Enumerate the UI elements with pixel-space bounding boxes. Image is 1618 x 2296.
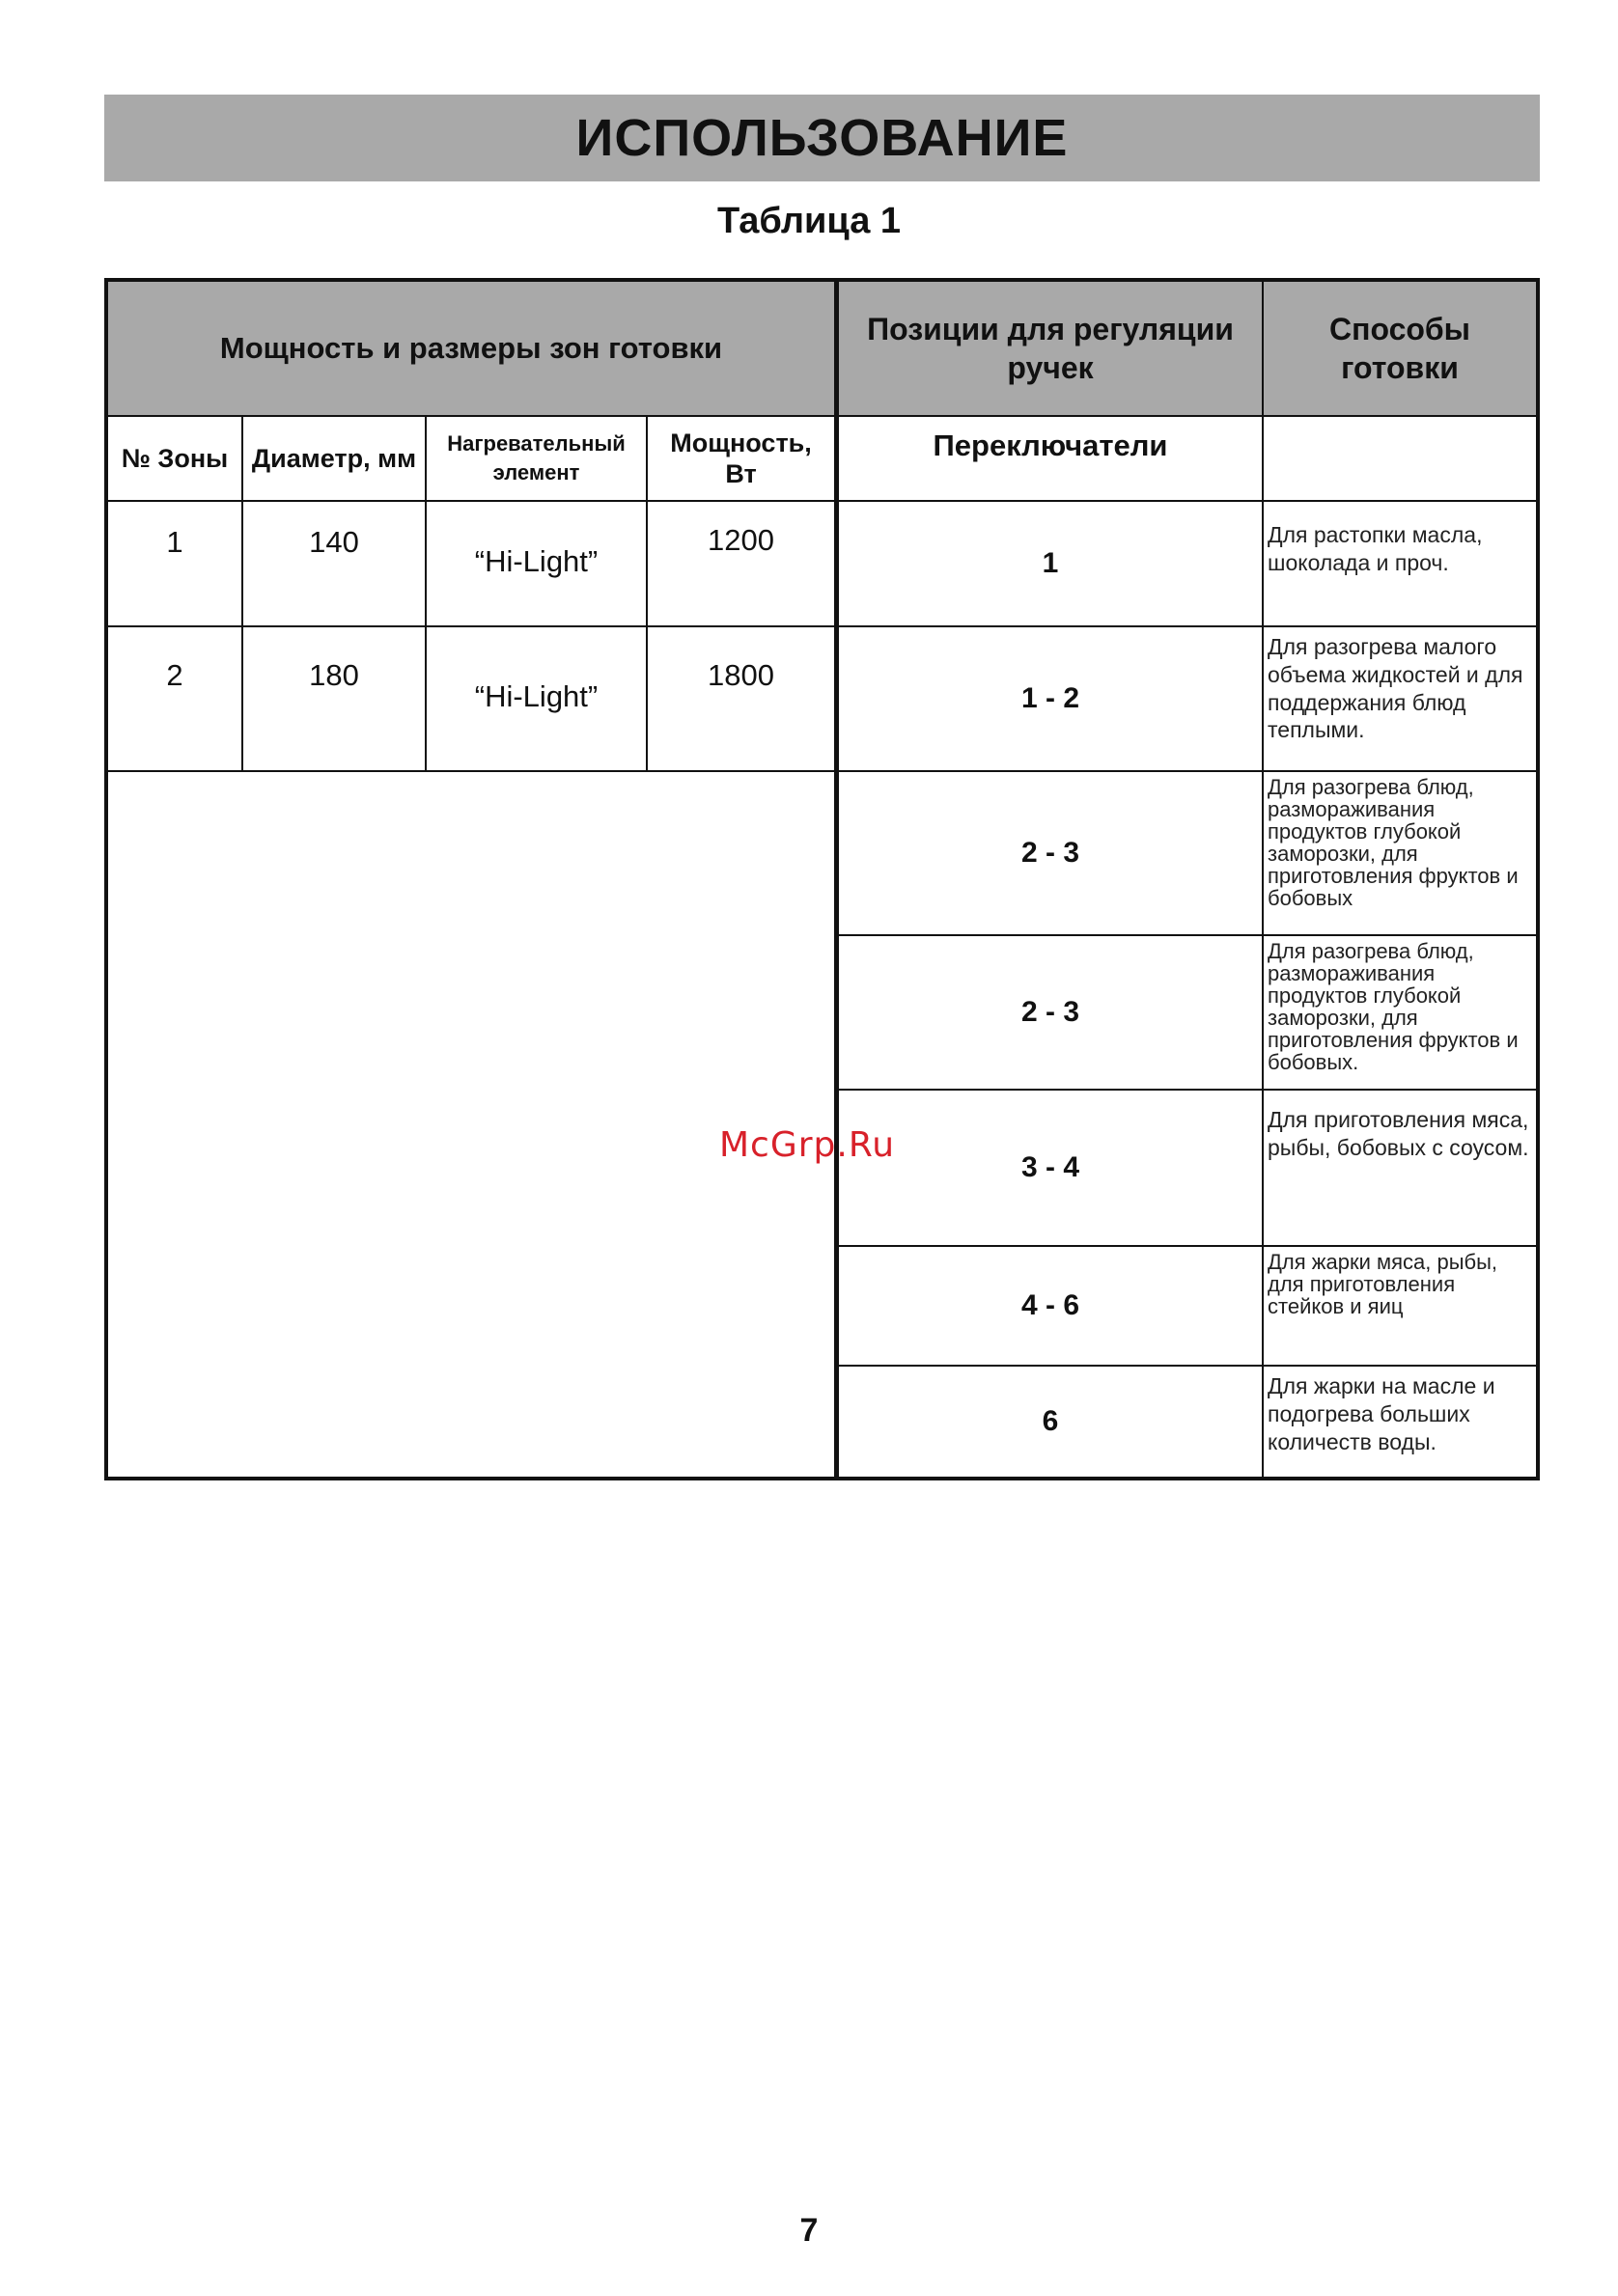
mode-3-method: Для разогрева блюд, размораживания продуктов глубокой заморозки, для приготовления фруктов и бобовых: [1264, 772, 1536, 936]
subheader-zone: № Зоны: [108, 417, 243, 502]
subheader-empty: [1264, 417, 1536, 502]
subheader-diameter: Диаметр, мм: [243, 417, 427, 502]
mode-1-position: 1: [839, 502, 1264, 627]
zone-2-number: 2: [108, 627, 243, 772]
usage-table: [104, 278, 1540, 1480]
subheader-power: Мощность, Вт: [648, 417, 839, 502]
header-power-sizes: Мощность и размеры зон готовки: [108, 282, 839, 417]
table-title: Таблица 1: [716, 201, 902, 241]
empty-left-block: [108, 772, 839, 1477]
mode-5-method: Для приготовления мяса, рыбы, бобовых с соусом.: [1264, 1091, 1536, 1247]
zone-2-diameter: 180: [243, 627, 427, 772]
subheader-element: Нагревательный элемент: [427, 417, 648, 502]
mode-2-method: Для разогрева малого объема жидкостей и для поддержания блюд теплыми.: [1264, 627, 1536, 772]
mode-7-method: Для жарки на масле и подогрева больших количеств воды.: [1268, 1373, 1495, 1454]
mode-4-method: Для разогрева блюд, размораживания продуктов глубокой заморозки, для приготовления фруктов и бобовых.: [1264, 936, 1536, 1091]
page-number: 7: [799, 2212, 819, 2249]
mode-6-position: 4 - 6: [839, 1247, 1264, 1367]
header-methods: Способы готовки: [1264, 282, 1536, 417]
subheader-switches: Переключатели: [839, 417, 1264, 502]
header-positions: Позиции для регуляции ручек: [839, 282, 1264, 417]
zone-1-power: 1200: [648, 502, 839, 627]
mode-5-position: 3 - 4: [839, 1091, 1264, 1247]
zone-2-power: 1800: [648, 627, 839, 772]
mode-7-position: 6: [839, 1367, 1264, 1477]
mode-3-position: 2 - 3: [839, 772, 1264, 936]
zone-1-number: 1: [108, 502, 243, 627]
mode-6-method: Для жарки мяса, рыбы, для приготовления стейков и яиц: [1264, 1247, 1536, 1367]
page-title-band: [104, 95, 1540, 181]
mode-4-position: 2 - 3: [839, 936, 1264, 1091]
zone-1-diameter: 140: [243, 502, 427, 627]
watermark-text: McGrp.Ru: [719, 1125, 896, 1165]
mode-2-position: 1 - 2: [839, 627, 1264, 772]
mode-1-method: Для растопки масла, шоколада и проч.: [1264, 502, 1536, 627]
page-title: ИСПОЛЬЗОВАНИЕ: [575, 109, 1069, 167]
zone-2-element: “Hi-Light”: [427, 627, 648, 772]
zone-1-element: “Hi-Light”: [427, 502, 648, 627]
